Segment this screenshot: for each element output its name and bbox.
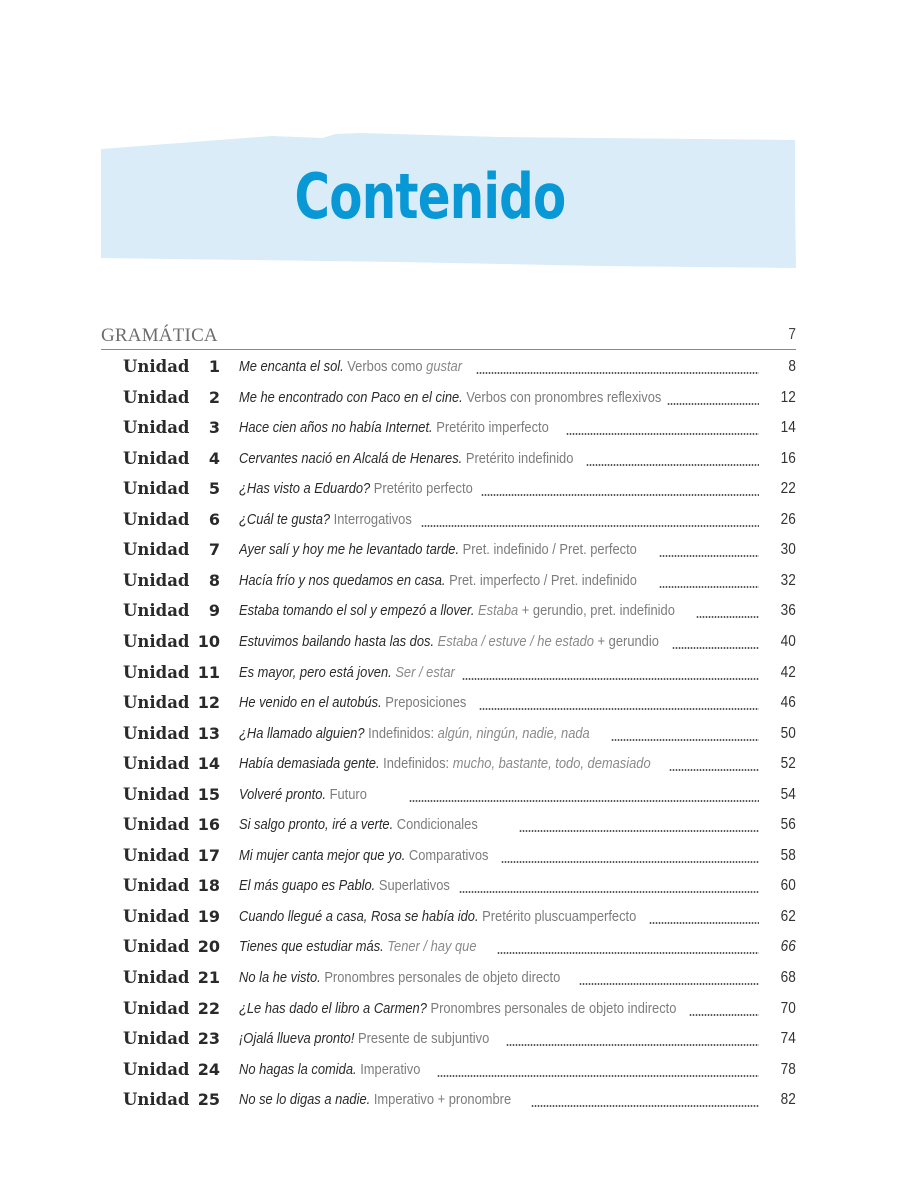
toc-row[interactable] bbox=[0, 688, 900, 718]
unit-label: Unidad bbox=[123, 1059, 190, 1079]
page-number: 14 bbox=[780, 419, 796, 437]
unit-label: Unidad bbox=[123, 1029, 190, 1049]
unit-label: Unidad bbox=[123, 418, 190, 438]
unit-title bbox=[239, 541, 759, 561]
example-sentence: Mi mujer canta mejor que yo. bbox=[239, 846, 409, 864]
grammar-topic: Pretérito pluscuamperfecto bbox=[482, 907, 637, 925]
unit-number: 1 bbox=[208, 357, 220, 376]
toc-row[interactable] bbox=[0, 719, 900, 749]
toc-row[interactable] bbox=[0, 932, 900, 962]
banner-shape bbox=[0, 0, 900, 300]
example-sentence: Si salgo pronto, iré a verte. bbox=[239, 816, 397, 834]
unit-number: 21 bbox=[197, 968, 220, 987]
toc-row[interactable] bbox=[0, 444, 900, 474]
unit-number: 18 bbox=[197, 876, 220, 896]
grammar-topic: + gerundio bbox=[593, 632, 659, 650]
unit-title bbox=[239, 908, 759, 928]
page-number: 60 bbox=[780, 877, 796, 895]
unit-number: 8 bbox=[208, 570, 220, 590]
dot-leader bbox=[696, 616, 759, 618]
dot-leader bbox=[437, 1075, 759, 1077]
grammar-topic: Estaba / estuve / he estado bbox=[437, 632, 594, 650]
title-banner bbox=[0, 0, 900, 300]
dot-leader bbox=[586, 464, 759, 466]
toc-row[interactable] bbox=[0, 749, 900, 779]
example-sentence: ¿Le has dado el libro a Carmen? bbox=[239, 999, 431, 1017]
unit-title bbox=[239, 877, 759, 897]
toc-row[interactable] bbox=[0, 352, 900, 382]
page-number: 50 bbox=[780, 724, 796, 742]
page-number: 16 bbox=[780, 449, 796, 467]
toc-row[interactable] bbox=[0, 963, 900, 993]
grammar-topic: Pronombres personales de objeto directo bbox=[324, 969, 561, 986]
dot-leader bbox=[481, 494, 759, 496]
toc-row[interactable] bbox=[0, 902, 900, 932]
toc-row[interactable] bbox=[0, 841, 900, 871]
toc-row[interactable] bbox=[0, 1085, 900, 1115]
dot-leader bbox=[462, 678, 759, 680]
toc-row[interactable] bbox=[0, 658, 900, 688]
unit-number: 9 bbox=[208, 601, 220, 621]
example-sentence: Volveré pronto. bbox=[239, 785, 330, 803]
unit-title bbox=[239, 602, 759, 622]
grammar-topic: Imperativo bbox=[360, 1060, 421, 1078]
unit-label: Unidad bbox=[123, 479, 190, 499]
dot-leader bbox=[611, 739, 759, 741]
grammar-topic: Ser / estar bbox=[395, 663, 455, 681]
unit-number: 4 bbox=[208, 448, 220, 468]
toc-row[interactable] bbox=[0, 780, 900, 810]
toc-row[interactable] bbox=[0, 505, 900, 535]
grammar-topic: Indefinidos: bbox=[368, 724, 438, 742]
example-sentence: Me he encontrado con Paco en el cine. bbox=[239, 388, 467, 406]
dot-leader bbox=[531, 1105, 759, 1107]
unit-number: 3 bbox=[208, 418, 220, 438]
unit-label: Unidad bbox=[123, 723, 190, 743]
section-name: GRAMÁTICA bbox=[101, 325, 218, 346]
unit-title bbox=[239, 664, 759, 684]
page-number: 78 bbox=[780, 1060, 796, 1078]
page-number: 26 bbox=[780, 510, 796, 528]
grammar-topic: Pretérito imperfecto bbox=[436, 419, 549, 437]
example-sentence: Cuando llegué a casa, Rosa se había ido. bbox=[239, 907, 483, 925]
unit-label: Unidad bbox=[123, 845, 190, 865]
grammar-topic: Pret. indefinido / Pret. perfecto bbox=[462, 541, 637, 559]
dot-leader bbox=[479, 708, 759, 710]
page-number: 74 bbox=[780, 1030, 796, 1048]
example-sentence: Es mayor, pero está joven. bbox=[239, 663, 396, 681]
unit-number: 2 bbox=[208, 387, 220, 407]
page-number: 36 bbox=[780, 602, 796, 620]
page-number: 30 bbox=[780, 541, 796, 559]
grammar-topic: gustar bbox=[426, 358, 463, 375]
toc-row[interactable] bbox=[0, 413, 900, 443]
toc-row[interactable] bbox=[0, 994, 900, 1024]
example-sentence: No hagas la comida. bbox=[239, 1060, 361, 1078]
toc-row[interactable] bbox=[0, 1024, 900, 1054]
unit-label: Unidad bbox=[123, 631, 190, 651]
unit-label: Unidad bbox=[123, 448, 190, 468]
unit-title bbox=[239, 450, 759, 470]
section-page-number: 7 bbox=[788, 326, 796, 343]
unit-title bbox=[239, 694, 759, 714]
grammar-topic: Estaba bbox=[478, 602, 519, 620]
unit-label: Unidad bbox=[123, 509, 190, 529]
dot-leader bbox=[667, 403, 759, 405]
unit-label: Unidad bbox=[123, 937, 190, 957]
example-sentence: Cervantes nació en Alcalá de Henares. bbox=[239, 449, 466, 467]
unit-number: 16 bbox=[197, 815, 220, 835]
page-number: 66 bbox=[780, 938, 796, 956]
unit-number: 22 bbox=[197, 998, 220, 1018]
example-sentence: Estuvimos bailando hasta las dos. bbox=[239, 632, 438, 650]
unit-label: Unidad bbox=[123, 815, 190, 835]
unit-number: 6 bbox=[208, 509, 220, 529]
page-title: Contenido bbox=[294, 160, 566, 233]
unit-title bbox=[239, 847, 759, 867]
toc-row[interactable] bbox=[0, 383, 900, 413]
unit-label: Unidad bbox=[123, 693, 190, 713]
example-sentence: Tienes que estudiar más. bbox=[239, 938, 388, 956]
unit-title bbox=[239, 419, 759, 439]
toc-row[interactable] bbox=[0, 566, 900, 596]
unit-title bbox=[239, 1030, 759, 1050]
unit-title bbox=[239, 755, 759, 775]
grammar-topic: Verbos con pronombres reflexivos bbox=[466, 388, 662, 406]
dot-leader bbox=[519, 830, 759, 832]
grammar-topic: Superlativos bbox=[378, 877, 450, 895]
grammar-topic: + gerundio, pret. indefinido bbox=[518, 602, 675, 620]
page-number: 52 bbox=[780, 755, 796, 773]
unit-label: Unidad bbox=[123, 601, 190, 621]
unit-number: 15 bbox=[197, 784, 220, 804]
page-number: 58 bbox=[780, 846, 796, 864]
unit-number: 13 bbox=[197, 723, 220, 743]
dot-leader bbox=[409, 800, 759, 802]
example-sentence: Hace cien años no había Internet. bbox=[239, 419, 437, 437]
page-number: 82 bbox=[780, 1091, 796, 1109]
example-sentence: Ayer salí y hoy me he levantado tarde. bbox=[239, 541, 463, 559]
example-sentence: ¿Has visto a Eduardo? bbox=[239, 480, 374, 498]
dot-leader bbox=[506, 1044, 759, 1046]
toc-row[interactable] bbox=[0, 627, 900, 657]
unit-label: Unidad bbox=[123, 968, 190, 987]
toc-row[interactable] bbox=[0, 1055, 900, 1085]
unit-label: Unidad bbox=[123, 540, 190, 560]
unit-title bbox=[239, 725, 759, 745]
example-sentence: ¿Cuál te gusta? bbox=[239, 510, 334, 528]
unit-number: 24 bbox=[197, 1059, 220, 1079]
dot-leader bbox=[659, 586, 759, 588]
example-sentence: No la he visto. bbox=[239, 969, 325, 986]
dot-leader bbox=[669, 769, 759, 771]
grammar-topic: Verbos como bbox=[347, 358, 427, 375]
unit-title bbox=[239, 358, 759, 378]
unit-label: Unidad bbox=[123, 662, 190, 682]
dot-leader bbox=[649, 922, 759, 924]
unit-number: 25 bbox=[197, 1090, 220, 1110]
example-sentence: Estaba tomando el sol y empezó a llover. bbox=[239, 602, 479, 620]
unit-title bbox=[239, 786, 759, 806]
toc-row[interactable] bbox=[0, 810, 900, 840]
page-number: 70 bbox=[780, 999, 796, 1017]
example-sentence: ¿Ha llamado alguien? bbox=[239, 724, 369, 742]
unit-title bbox=[239, 1091, 759, 1111]
unit-label: Unidad bbox=[123, 387, 190, 407]
unit-label: Unidad bbox=[123, 876, 190, 896]
page-number: 68 bbox=[780, 969, 796, 986]
toc-row[interactable] bbox=[0, 871, 900, 901]
unit-label: Unidad bbox=[123, 784, 190, 804]
grammar-topic: Preposiciones bbox=[385, 694, 467, 712]
example-sentence: Había demasiada gente. bbox=[239, 755, 384, 773]
grammar-topic: Comparativos bbox=[408, 846, 489, 864]
page-number: 46 bbox=[780, 694, 796, 712]
unit-number: 14 bbox=[197, 754, 220, 774]
unit-label: Unidad bbox=[123, 1090, 190, 1110]
dot-leader bbox=[579, 983, 759, 985]
unit-title bbox=[239, 1061, 759, 1081]
grammar-topic: Pretérito indefinido bbox=[465, 449, 574, 467]
unit-title bbox=[239, 633, 759, 653]
unit-number: 19 bbox=[197, 906, 220, 926]
dot-leader bbox=[497, 952, 759, 954]
page-number: 42 bbox=[780, 663, 796, 681]
dot-leader bbox=[501, 861, 759, 863]
unit-number: 11 bbox=[197, 662, 220, 682]
page-number: 22 bbox=[780, 480, 796, 498]
dot-leader bbox=[659, 555, 759, 557]
example-sentence: No se lo digas a nadie. bbox=[239, 1091, 374, 1109]
page-number: 12 bbox=[780, 388, 796, 406]
page-number: 8 bbox=[788, 358, 796, 375]
unit-title bbox=[239, 511, 759, 531]
dot-leader bbox=[566, 433, 759, 435]
page-number: 54 bbox=[780, 785, 796, 803]
grammar-topic: Pretérito perfecto bbox=[373, 480, 473, 498]
unit-title bbox=[239, 969, 759, 989]
unit-number: 10 bbox=[197, 631, 220, 651]
unit-label: Unidad bbox=[123, 998, 190, 1018]
unit-label: Unidad bbox=[123, 906, 190, 926]
toc-row[interactable] bbox=[0, 596, 900, 626]
grammar-topic: Condicionales bbox=[396, 816, 478, 834]
unit-label: Unidad bbox=[123, 357, 190, 376]
grammar-topic: Indefinidos: bbox=[383, 755, 453, 773]
example-sentence: Me encanta el sol. bbox=[239, 358, 348, 375]
section-header bbox=[101, 325, 796, 350]
toc-row[interactable] bbox=[0, 535, 900, 565]
dot-leader bbox=[459, 891, 759, 893]
grammar-topic: Pret. imperfecto / Pret. indefinido bbox=[449, 571, 637, 589]
page-number: 32 bbox=[780, 571, 796, 589]
grammar-topic: mucho, bastante, todo, demasiado bbox=[452, 755, 651, 773]
grammar-topic: Imperativo + pronombre bbox=[373, 1091, 512, 1109]
example-sentence: Hacía frío y nos quedamos en casa. bbox=[239, 571, 450, 589]
unit-title bbox=[239, 816, 759, 836]
example-sentence: ¡Ojalá llueva pronto! bbox=[239, 1030, 359, 1048]
unit-number: 5 bbox=[208, 479, 220, 499]
grammar-topic: Presente de subjuntivo bbox=[358, 1030, 490, 1048]
unit-number: 17 bbox=[197, 845, 220, 865]
dot-leader bbox=[689, 1014, 759, 1016]
unit-label: Unidad bbox=[123, 570, 190, 590]
unit-title bbox=[239, 389, 759, 409]
grammar-topic: Futuro bbox=[329, 785, 367, 803]
unit-number: 23 bbox=[197, 1029, 220, 1049]
unit-title bbox=[239, 1000, 759, 1020]
toc-row[interactable] bbox=[0, 474, 900, 504]
unit-number: 12 bbox=[197, 693, 220, 713]
page-number: 62 bbox=[780, 907, 796, 925]
page-number: 40 bbox=[780, 632, 796, 650]
unit-title bbox=[239, 480, 759, 500]
dot-leader bbox=[421, 525, 759, 527]
unit-title bbox=[239, 572, 759, 592]
unit-number: 7 bbox=[208, 540, 220, 560]
grammar-topic: Interrogativos bbox=[333, 510, 412, 528]
page-number: 56 bbox=[780, 816, 796, 834]
unit-label: Unidad bbox=[123, 754, 190, 774]
unit-title bbox=[239, 938, 759, 958]
grammar-topic: algún, ningún, nadie, nada bbox=[437, 724, 590, 742]
unit-number: 20 bbox=[197, 937, 220, 957]
grammar-topic: Pronombres personales de objeto indirecto bbox=[430, 999, 677, 1017]
example-sentence: He venido en el autobús. bbox=[239, 694, 386, 712]
dot-leader bbox=[672, 647, 759, 649]
example-sentence: El más guapo es Pablo. bbox=[239, 877, 379, 895]
grammar-topic: Tener / hay que bbox=[387, 938, 477, 956]
dot-leader bbox=[476, 372, 759, 374]
